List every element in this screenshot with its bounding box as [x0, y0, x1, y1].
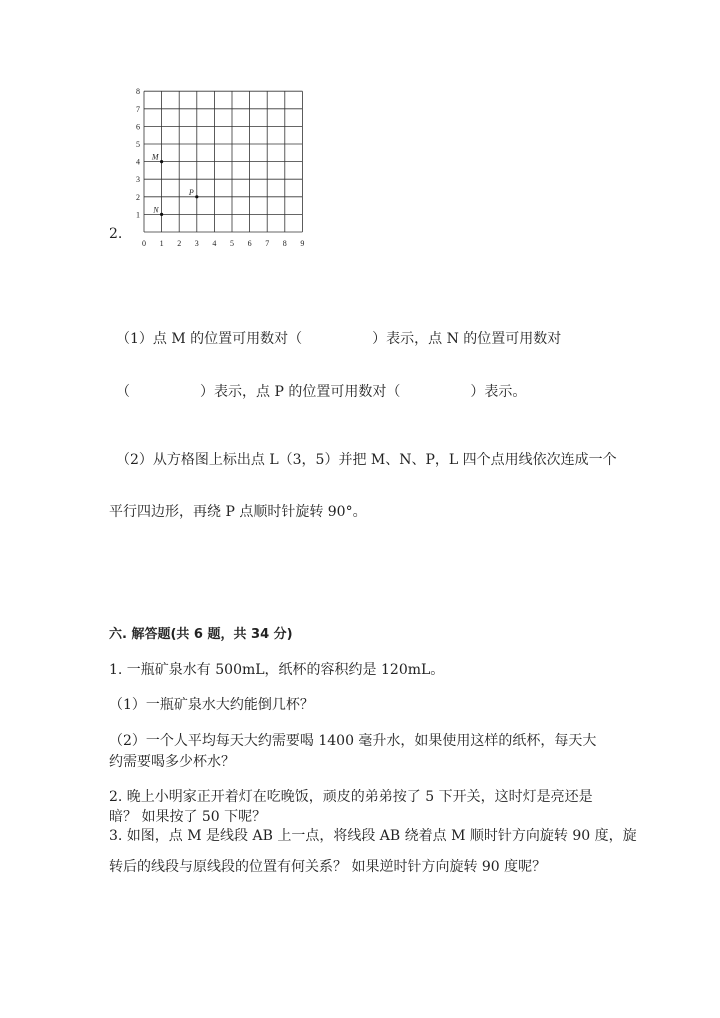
problem1-question1: （1）一瓶矿泉水大约能倒几杯？ — [109, 697, 314, 713]
q2-part1-line1: （1）点 M 的位置可用数对（ ）表示，点 N 的位置可用数对 — [116, 331, 562, 347]
coordinate-grid — [126, 87, 316, 254]
point-m — [160, 160, 163, 163]
problem1-question2-line1: （2）一个人平均每天大约需要喝 1400 毫升水，如果使用这样的纸杯，每天大 — [109, 733, 597, 749]
problem2-line2: 暗？ 如果按了 50 下呢？ — [109, 809, 267, 825]
x-tick-label: 5 — [230, 239, 234, 248]
problem3-line2: 转后的线段与原线段的位置有何关系？ 如果逆时针方向旋转 90 度呢？ — [109, 859, 547, 875]
problem1-stem: 1. 一瓶矿泉水有 500mL，纸杯的容积约是 120mL。 — [109, 662, 445, 678]
problem3-line1: 3. 如图，点 M 是线段 AB 上一点，将线段 AB 绕着点 M 顺时针方向旋转 90 度，旋 — [109, 828, 637, 844]
section-title: 六. 解答题(共 6 题，共 34 分) — [109, 627, 293, 642]
problem2-line1: 2. 晚上小明家正开着灯在吃晚饭，顽皮的弟弟按了 5 下开关，这时灯是亮还是 — [109, 789, 593, 805]
x-tick-label: 3 — [194, 239, 199, 248]
x-tick-label: 0 — [142, 239, 146, 248]
x-tick-label: 4 — [212, 239, 217, 248]
problem1-question2-line2: 约需要喝多少杯水？ — [109, 754, 235, 770]
point-label: N — [153, 205, 159, 215]
y-tick-label: 8 — [136, 87, 140, 97]
y-tick-label: 6 — [136, 122, 140, 132]
y-tick-label: 1 — [136, 210, 140, 220]
x-tick-label: 8 — [282, 239, 287, 248]
x-tick-label: 1 — [159, 239, 164, 248]
q2-part2-line2: 平行四边形，再绕 P 点顺时针旋转 90°。 — [109, 504, 367, 520]
x-tick-label: 9 — [300, 239, 305, 248]
y-tick-label: 2 — [136, 192, 140, 202]
q2-part2-line1: （2）从方格图上标出点 L（3，5）并把 M、N、P，L 四个点用线依次连成一个 — [116, 452, 617, 468]
y-tick-label: 5 — [136, 140, 140, 149]
x-tick-label: 2 — [177, 239, 182, 248]
point-n — [160, 213, 163, 216]
q2-part1-line2: （ ）表示，点 P 的位置可用数对（ ）表示。 — [116, 384, 527, 400]
y-tick-label: 4 — [136, 157, 140, 167]
y-tick-label: 7 — [136, 104, 140, 114]
x-tick-label: 7 — [265, 239, 270, 248]
point-label: P — [188, 187, 194, 197]
question-number: 2. — [109, 226, 123, 242]
point-p — [195, 195, 198, 198]
point-label: M — [151, 152, 159, 162]
y-tick-label: 3 — [136, 175, 140, 185]
x-tick-label: 6 — [247, 239, 252, 248]
